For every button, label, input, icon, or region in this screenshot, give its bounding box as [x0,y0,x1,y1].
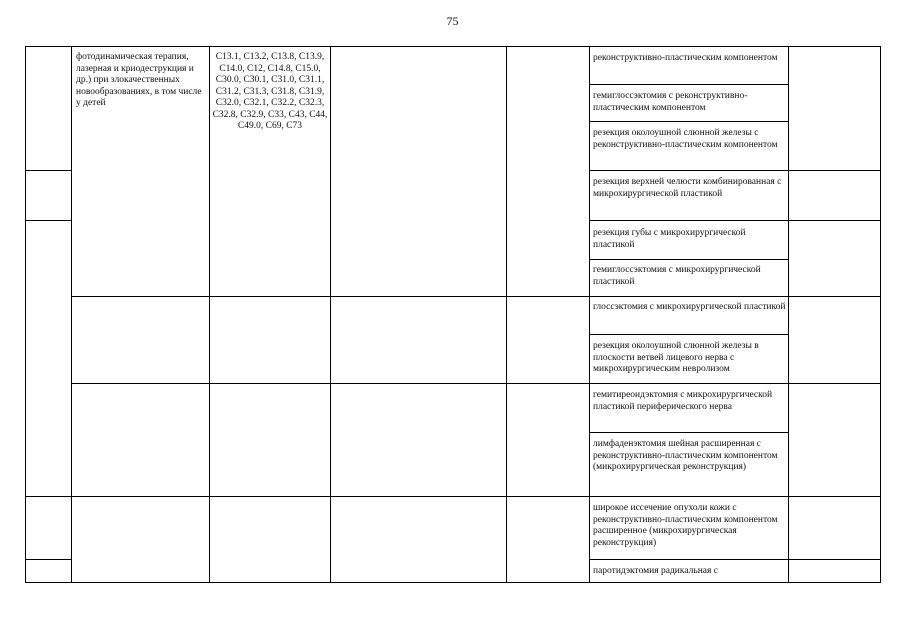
row-rule [71,383,881,384]
procedure-cell: гемиглоссэктомия с микрохирургической пластикой [593,265,761,287]
row-rule [589,84,789,85]
page-number: 75 [446,14,459,28]
treatment-method-cell: фотодинамическая терапия, лазерная и криодеструкция и др.) при злокачественных новообразованиях, в том числе у детей [76,52,202,108]
procedure-cell: резекция околоушной слюнной железы с реконструктивно-пластическим компонентом [593,128,778,150]
table-divider-col5 [589,46,590,583]
procedure-cell: гемиглоссэктомия с реконструктивно-пластическим компонентом [593,91,748,113]
procedure-cell: резекция околоушной слюнной железы в плоскости ветвей лицевого нерва с микрохирургическим невролизом [593,341,759,374]
table-border-bottom [25,582,881,583]
row-rule [25,559,72,560]
table-border-left [25,46,26,583]
row-rule [25,170,72,171]
row-rule [589,220,881,221]
procedure-cell: паротидэктомия радикальная с [593,566,718,576]
procedure-cell: лимфаденэктомия шейная расширенная с реконструктивно-пластическим компонентом (микрохирургическая реконструкция) [593,439,778,472]
row-rule [589,334,789,335]
procedure-cell: глоссэктомия с микрохирургической пластикой [593,302,786,312]
row-rule [589,432,789,433]
row-rule [71,296,881,297]
row-rule [25,496,881,497]
table-divider-col4 [506,46,507,583]
procedure-cell: гемитиреоидэктомия с микрохирургической пластикой периферического нерва [593,390,773,412]
diagnosis-codes-cell: C13.1, C13.2, C13.8, C13.9, C14.0, C12, C14.8, C15.0, C30.0, C30.1, C31.0, C31.1, C31.2, C31.3, C31.8, C31.9, C32.0, C32.1, C32.2, C32.3, C32.8, C32.9, C33, C43, C44, C49.0, C69, C73 [212,52,328,131]
table-border-right [880,46,881,583]
row-rule [589,121,789,122]
table-divider-col1 [71,46,72,583]
row-rule [589,559,881,560]
table-border-top [25,46,881,47]
row-rule [589,170,881,171]
procedure-cell: резекция губы с микрохирургической пластикой [593,228,746,250]
table-divider-col3 [330,46,331,583]
row-rule [589,259,789,260]
procedure-cell: реконструктивно-пластическим компонентом [593,53,778,63]
row-rule [25,220,72,221]
procedure-cell: широкое иссечение опухоли кожи с реконструктивно-пластическим компонентом расширенное (микрохирургическая реконструкция) [593,503,778,548]
procedure-cell: резекция верхней челюсти комбинированная с микрохирургической пластикой [593,177,782,199]
table-divider-col6 [788,46,789,583]
